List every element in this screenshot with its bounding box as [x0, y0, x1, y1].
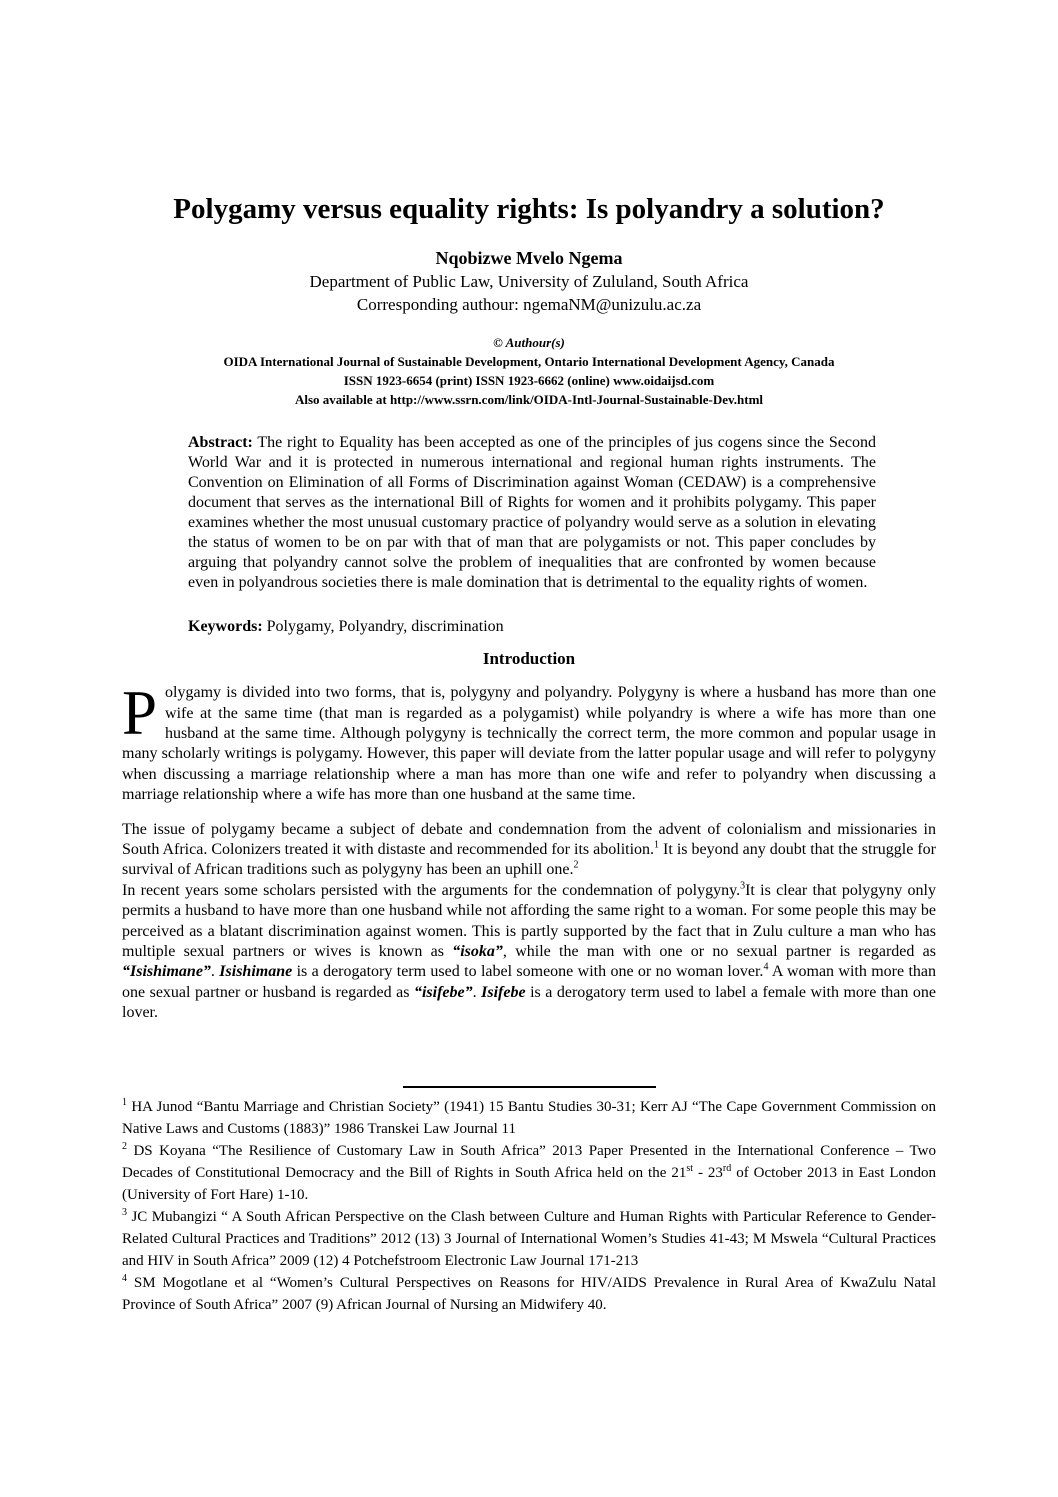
term-isifebe: “isifebe”: [413, 983, 473, 1001]
paragraph-3-text: In recent years some scholars persisted with the arguments for the condemnation of polygyny.: [122, 881, 741, 899]
term-isoka: “isoka”: [452, 942, 503, 960]
paragraph-3-text-cont: A woman with more than one sexual partner or husband is regarded as: [122, 963, 937, 1001]
footnotes-section: [122, 1096, 936, 1316]
footnote-2-text: DS Koyana “The Resilience of Customary Law in South Africa” 2013 Paper Presented in the International Conference – Two Decades of Constitutional Democracy and the Bill of Rights in South Africa held on the 21: [122, 1142, 936, 1181]
footnote-3: [122, 1206, 936, 1272]
keywords: [188, 618, 876, 636]
keywords-label: Keywords:: [188, 618, 263, 635]
footnote-1-text: HA Junod “Bantu Marriage and Christian Society” (1941) 15 Bantu Studies 30-31; Kerr AJ “The Cape Government Commission on Native Laws and Customs (1883)” 1986 Transkei Law Journal 11: [122, 1098, 936, 1137]
author-block: [122, 247, 936, 316]
term-isishimane-2: Isishimane: [219, 963, 293, 981]
footnote-ref-1: 1: [654, 839, 660, 851]
footnote-ref-3: 3: [740, 880, 746, 892]
keywords-text: Polygamy, Polyandry, discrimination: [262, 618, 504, 635]
term-isifebe-2: Isifebe: [481, 983, 526, 1001]
footnote-separator-rule: [403, 1086, 656, 1088]
paragraph-3-text-cont: , while the man with one or no sexual partner is regarded as: [502, 942, 936, 960]
paragraph-3-text-cont: is a derogatory term used to label someone with one or no woman lover.: [292, 963, 764, 981]
footnote-2: [122, 1140, 936, 1206]
footnote-4: [122, 1272, 936, 1316]
footnote-2-text-cont: - 23: [693, 1164, 723, 1181]
footnote-4-marker: 4: [122, 1272, 127, 1284]
footnote-4-text: SM Mogotlane et al “Women’s Cultural Perspectives on Reasons for HIV/AIDS Prevalence in Rural Area of KwaZulu Natal Province of South Africa” 2007 (9) African Journal of Nursing an Midwifery 40.: [122, 1274, 936, 1313]
paragraph-2-text-cont: It is beyond any doubt that the struggle for survival of African traditions such as polygyny has been an uphill one.: [122, 840, 936, 879]
paragraph-1: [122, 678, 936, 805]
author-affiliation: Department of Public Law, University of Zululand, South Africa: [309, 272, 749, 291]
footnote-2-ordinal-st: st: [686, 1162, 693, 1174]
footnote-1: [122, 1096, 936, 1140]
author-name: Nqobizwe Mvelo Ngema: [435, 248, 623, 268]
journal-line: OIDA International Journal of Sustainable Development, Ontario International Development Agency, Canada: [223, 354, 835, 369]
footnote-ref-2: 2: [573, 860, 579, 872]
section-heading-introduction: Introduction: [482, 649, 576, 668]
footnote-ref-4: 4: [763, 962, 769, 974]
paragraph-2: [122, 820, 936, 881]
copyright-line: © Authour(s): [493, 335, 565, 350]
footnote-3-marker: 3: [122, 1206, 127, 1218]
issn-line: ISSN 1923-6654 (print) ISSN 1923-6662 (online) www.oidaijsd.com: [343, 373, 715, 388]
paragraph-3-text-cont: It is clear that polygyny only permits a husband to have more than one husband while not affording the same right to a woman. For some people this may be perceived as a blatant discrimination against women. This is partly supported by the fact that in Zulu culture a man who has multiple sexual partners or wives is known as: [122, 881, 937, 960]
paragraph-3-text-cont: .: [472, 983, 482, 1001]
term-isishimane: “Isishimane”: [122, 963, 211, 981]
abstract-label: Abstract:: [188, 434, 253, 451]
footnote-2-ordinal-rd: rd: [722, 1162, 732, 1174]
paper-title: Polygamy versus equality rights: Is polyandry a solution?: [173, 193, 885, 225]
author-contact: Corresponding authour: ngemaNM@unizulu.ac.za: [356, 295, 702, 314]
paragraph-2-text: The issue of polygamy became a subject of debate and condemnation from the advent of colonialism and missionaries in South Africa. Colonizers treated it with distaste and recommended for its abolition.: [122, 820, 936, 858]
paragraph-3-text-cont: is a derogatory term used to label a female with more than one lover.: [122, 983, 937, 1022]
dropcap-letter: P: [122, 678, 158, 749]
paragraph-3: [122, 881, 936, 1024]
abstract: [188, 433, 876, 593]
footnote-1-marker: 1: [122, 1096, 127, 1108]
footnote-3-text: JC Mubangizi “ A South African Perspective on the Clash between Culture and Human Rights with Particular Reference to Gender-Related Cultural Practices and Traditions” 2012 (13) 3 Journal of International Women’s Studies 41-43; M Mswela “Cultural Practices and HIV in South Africa” 2009 (12) 4 Potchefstroom Electronic Law Journal 171-213: [122, 1208, 936, 1269]
availability-line: Also available at http://www.ssrn.com/link/OIDA-Intl-Journal-Sustainable-Dev.html: [294, 392, 764, 407]
paragraph-1-text: olygamy is divided into two forms, that is, polygyny and polyandry. Polygyny is where a husband has more than one wife at the same time (that man is regarded as a polygamist) while polyandry is where a wife has more than one husband at the same time. Although polygyny is technically the correct term, the more common and popular usage in many scholarly writings is polygamy. However, this paper will deviate from the latter popular usage and will refer to polygyny when discussing a marriage relationship where a man has more than one wife and refer to polyandry when discussing a marriage relationship where a wife has more than one husband at the same time.: [122, 684, 936, 804]
imprint-block: [122, 333, 936, 409]
footnote-2-text-cont: of October 2013 in East London (University of Fort Hare) 1-10.: [122, 1164, 936, 1203]
footnote-2-marker: 2: [122, 1140, 127, 1152]
page-content: [122, 0, 936, 1316]
abstract-text: The right to Equality has been accepted as one of the principles of jus cogens since the Second World War and it is protected in numerous international and regional human rights instruments. The Convention on Elimination of all Forms of Discrimination against Woman (CEDAW) is a comprehensive document that serves as the international Bill of Rights for women and it prohibits polygamy. This paper examines whether the most unusual customary practice of polyandry would serve as a solution in elevating the status of women to be on par with that of man that are polygamists or not. This paper concludes by arguing that polyandry cannot solve the problem of inequalities that are confronted by women because even in polyandrous societies there is male domination that is detrimental to the equality rights of women.: [188, 434, 876, 591]
paragraph-3-text-cont: .: [210, 963, 220, 981]
